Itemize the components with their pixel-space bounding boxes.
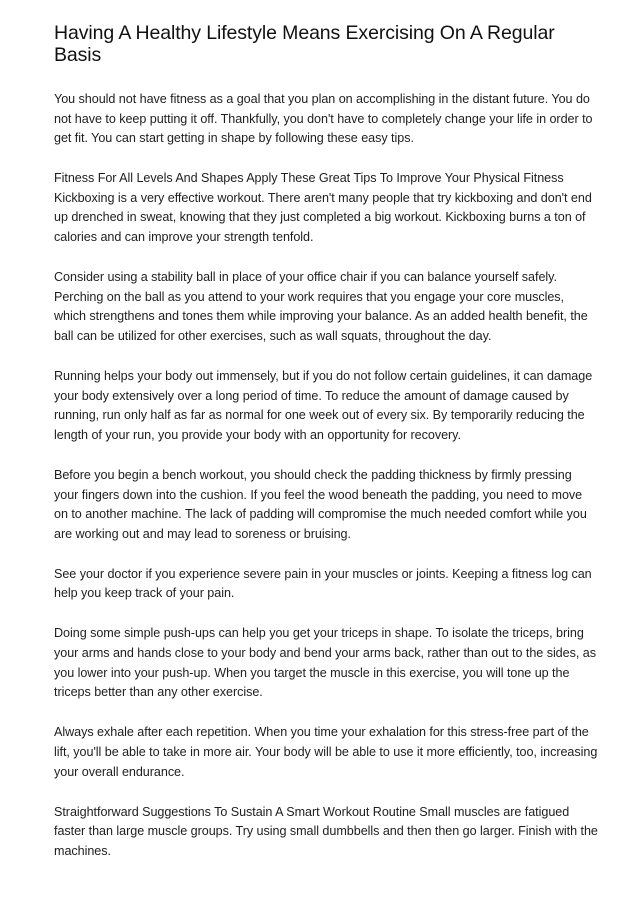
paragraph: See your doctor if you experience severe pain in your muscles or joints. Keeping a fitness log can help you keep track of your pain.	[54, 566, 592, 601]
paragraph: Running helps your body out immensely, but if you do not follow certain guidelines, it can damage your body extensively over a long period of time. To reduce the amount of damage caused by running, run only half as far as normal for one week out of every six. By temporarily reducing the length of your run, you provide your body with an opportunity for recovery.	[54, 369, 593, 442]
paragraph: Straightforward Suggestions To Sustain A Smart Workout Routine Small muscles are fatigued faster than large muscle groups. Try using small dumbbells and then then go larger. Finish with the machines.	[54, 804, 598, 858]
paragraph: Before you begin a bench workout, you should check the padding thickness by firmly pressing your fingers down into the cushion. If you feel the wood beneath the padding, you need to move on to another machine. The lack of padding will compromise the much needed comfort while you are working out and may lead to soreness or bruising.	[54, 467, 587, 541]
paragraph: Always exhale after each repetition. When you time your exhalation for this stress-free part of the lift, you'll be able to take in more air. Your body will be able to use it more efficiently, too, increasing your overall endurance.	[54, 725, 598, 779]
paragraph: Doing some simple push-ups can help you get your triceps in shape. To isolate the triceps, bring your arms and hands close to your body and bend your arms back, rather than out to the sides, as you lower into your push-up. When you target the muscle in this exercise, you will tone up the triceps better than any other exercise.	[54, 626, 596, 700]
article-title: Having A Healthy Lifestyle Means Exercising On A Regular Basis	[54, 22, 555, 66]
paragraph: Consider using a stability ball in place of your office chair if you can balance yourself safely. Perching on the ball as you attend to your work requires that you engage your core muscles, which strengthens and tones them while improving your balance. As an added health benefit, the ball can be utilized for other exercises, such as wall squats, throughout the day.	[54, 270, 588, 343]
paragraph: You should not have fitness as a goal that you plan on accomplishing in the distant future. You do not have to keep putting it off. Thankfully, you don't have to completely change your life in order to get fit. You can start getting in shape by following these easy tips.	[54, 92, 593, 146]
paragraph: Fitness For All Levels And Shapes Apply These Great Tips To Improve Your Physical Fitness Kickboxing is a very effective workout. There aren't many people that try kickboxing and don't end up drenched in sweat, knowing that they just completed a big workout. Kickboxing burns a ton of calories and can improve your strength tenfold.	[54, 171, 592, 245]
